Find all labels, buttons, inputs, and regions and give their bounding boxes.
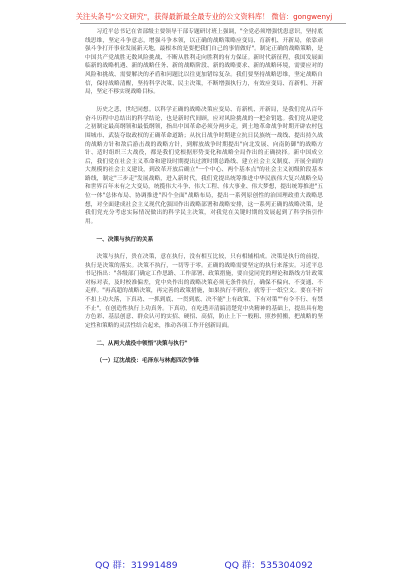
page-header: 关注头条号"公文研究"，获得最新最全最专业的公文资料库！ 微信：gongwenyj (75, 12, 333, 21)
intro-paragraph: 习近平总书记在省部级主要领导干部专题研讨班上强调，"全党必须增强忧患意识，坚持底线思维，坚定斗争意志，增强斗争本领，以正确的战略策略应变局、育新机、开新局，依靠顽强斗争打开事业发展新天地，最根本的是要把我们自己的事情做好"。制定正确的战略策略，是中国共产党战胜无数风险挑战、不断从胜利走向胜利的有力保证。新时代新征程，我国发展面临新的战略机遇、新的战略任务、新的战略阶段、新的战略要求、新的战略环境，需要应对的风险和挑战、需要解决的矛盾和问题比以往更加错综复杂。我们要坚持战略思维，坚定战略自信，保持战略清醒，坚持科学决策、民主决策，不断增强执行力，有效应变局、育新机、开新局，坚定不移实现战略目标。 (85, 29, 323, 96)
document-body (85, 28, 323, 374)
footer-qq-group-2: QQ 群：535304092 (224, 560, 313, 571)
history-paragraph: 历史之悲，世纪同想。以科学正确的战略决策应变局、育新机、开新局，是我们党从百年奋斗历程中总结出的科学结论，也是新时代间顾，应对风险挑战的一把金钥匙。我们党从建党之初制定最高纲领和最低纲领，指出中国革命必须分两步走，到土地革命战争时期开辟农村包围城市、武装夺取政权的正确革命道路；从抗日战争时期建立抗日民族统一战线、提出持久战的战略方针和敌后游击战的战略方针，到解放战争时期提出"向北发展、向南防御"的战略方针、适时组织三大战役，都是我们党根据形势变化和战略全局作出的正确抉择。新中国成立后，我们党在社会主义革命和建设时期提出过渡时期总路线、建立社会主义制度、开展全面的大规模的社会主义建设，到改革开放后确立"一个中心、两个基本点"的社会主义初级阶段基本路线，制定"三步走"发展战略，进入新时代，我们党提出统筹推进中华民族伟大复兴战略全局和世界百年未有之大变局，统揽伟大斗争、伟大工程、伟大事业、伟大梦想，提出统筹推进"五位一体"总体布局、协调推进"四个全面"战略布局，提出一系列原创性的治国理政重大战略思想，对全面建成社会主义现代化强国作出战略部署和战略安排，这一系列正确的战略决策，是我们党充分考虑实际情况做出的科学民主决策，对我党在关键时期的发展起到了科学指引作用。 (85, 107, 323, 225)
footer-qq-group-1: QQ 群：31991489 (95, 560, 178, 571)
header-divider (80, 23, 346, 24)
decision-execution-paragraph: 决策与执行，贵在决策，意在执行，没有相互比较，只有相辅相成。决策是执行的前提，执行是决策的落实。决策不执行，一切等于零。正确的战略需要坚定的执行来落实。习近平总书记指出："各级部门确定工作思路、工作部署、政策措施，要自觉同党的理论和路线方针政策对标对表，及时校准偏差，党中央作出的战略决策必须无条件执行，确保不偏向、不变通、不走样。"再高超的战略决策，再完善的政策措施，如果执行不到位，就等于一纸空文。要在不折不扣上功夫落，下真功、一抓到底、一贯到底、决不能"上有政策、下有对策""有令不行、有禁不止"，在创造性执行上功真务。下真功，在吃透弄清搞清楚党中央精神的基础上，提出具有地方色彩、基层创意、群众认可的实招、硬招、高招，防止上下一般粗、照抄照搬，把战略的坚定性和策略的灵活性结合起来，推动各项工作开创新局面。 (85, 254, 323, 329)
section-heading-1: 一、决策与执行的关系 (96, 236, 154, 243)
section-heading-2: 二、从两大战役中领悟"决策与执行" (96, 340, 188, 347)
subsection-heading: （一）辽沈战役：毛泽东与林彪四次争锋 (96, 357, 199, 364)
page-footer (0, 557, 408, 571)
